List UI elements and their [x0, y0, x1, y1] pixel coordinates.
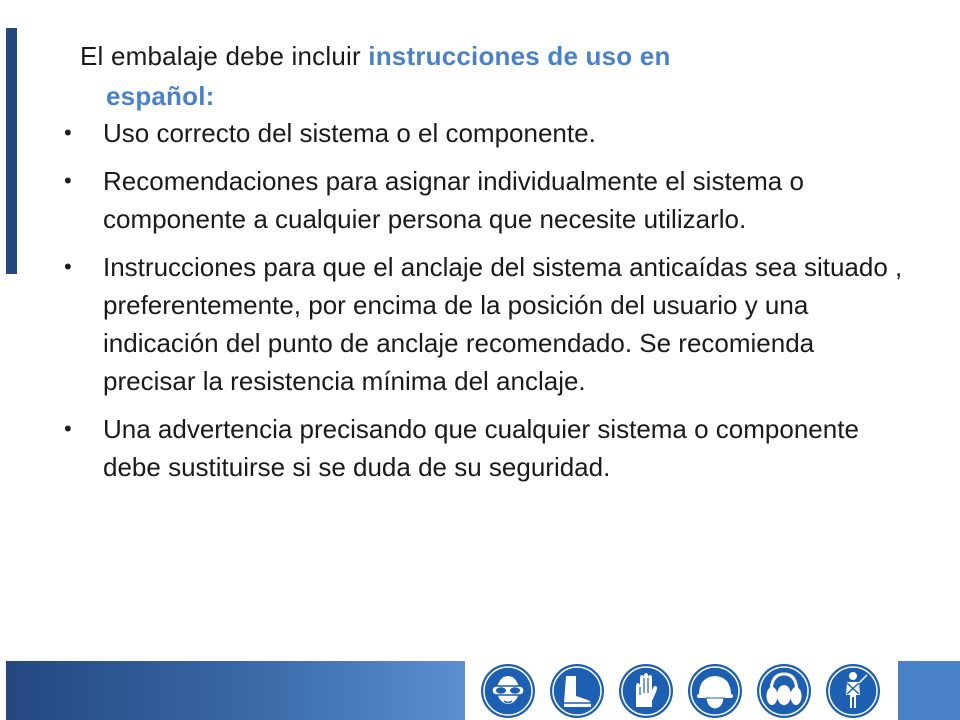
safety-harness-icon: [825, 663, 881, 719]
left-accent-bar: [6, 28, 17, 274]
safety-boots-icon: [549, 663, 605, 719]
footer-gradient-bar: [6, 661, 465, 720]
bullet-text: Recomendaciones para asignar individualmente el sistema o componente a cualquier persona que necesite utilizarlo.: [103, 166, 804, 234]
bullet-marker: •: [64, 120, 72, 145]
bullet-text: Instrucciones para que el anclaje del sistema anticaídas sea situado , preferentemente, por encima de la posición del usuario y una indicación del punto de anclaje recomendado. Se recomienda precisar la resistencia mínima del anclaje.: [103, 252, 903, 396]
footer-end-block: [898, 661, 960, 720]
heading-prefix: El embalaje debe incluir: [80, 41, 361, 71]
bullet-item: [60, 410, 910, 486]
safety-icons-row: [470, 661, 898, 720]
footer-band: [0, 661, 960, 720]
bullet-text: Una advertencia precisando que cualquier sistema o componente debe sustituirse si se duda de su seguridad.: [103, 414, 859, 482]
bullet-marker: •: [64, 254, 72, 279]
eye-protection-icon: [480, 663, 536, 719]
slide-heading: [80, 36, 860, 116]
bullet-item: [60, 248, 910, 400]
heading-highlight-line2: español:: [106, 81, 215, 111]
heading-highlight-line1: instrucciones de uso en: [368, 41, 671, 71]
bullet-item: [60, 114, 910, 152]
hearing-protection-icon: [756, 663, 812, 719]
bullet-marker: •: [64, 416, 72, 441]
bullet-item: [60, 162, 910, 238]
hard-hat-icon: [687, 663, 743, 719]
bullet-list: [60, 114, 910, 496]
protective-gloves-icon: [618, 663, 674, 719]
bullet-marker: •: [64, 168, 72, 193]
bullet-text: Uso correcto del sistema o el componente.: [103, 118, 596, 148]
